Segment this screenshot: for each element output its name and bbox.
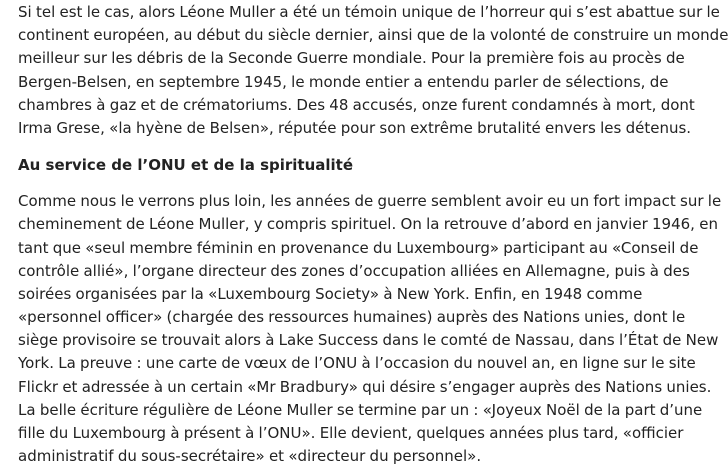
article-body (0, 1, 728, 474)
text-line: Irma Grese, «la hyène de Belsen», réputée pour son extrême brutalité envers les détenus. (18, 118, 692, 137)
text-line: meilleur sur les débris de la Seconde Guerre mondiale. Pour la première fois au procès de (18, 49, 685, 68)
text-line: Comme nous le verrons plus loin, les années de guerre semblent avoir eu un fort impact sur le (18, 192, 722, 211)
text-line: siège provisoire se trouvait alors à Lake Success dans le comté de Nassau, dans l’État de New (18, 331, 719, 350)
text-line: soirées organisées par la «Luxembourg Society» à New York. Enfin, en 1948 comme (18, 284, 643, 303)
text-line: Bergen-Belsen, en septembre 1945, le monde entier a entendu parler de sélections, de (18, 72, 669, 91)
text-line: contrôle allié», l’organe directeur des zones d’occupation alliées en Allemagne, puis à des (18, 261, 690, 280)
text-line: tant que «seul membre féminin en provenance du Luxembourg» participant au «Conseil de (18, 238, 699, 257)
text-line: La belle écriture régulière de Léone Muller se termine par un : «Joyeux Noël de la part d’une (18, 400, 703, 419)
paragraph-onu (18, 190, 722, 468)
text-line: «personnel officer» (chargée des ressources humaines) auprès des Nations unies, dont le (18, 308, 686, 327)
paragraph-intro (18, 1, 728, 140)
text-line: cheminement de Léone Muller, y compris spirituel. On la retrouve d’abord en janvier 1946, en (18, 215, 718, 234)
text-line: York. La preuve : une carte de vœux de l’ONU à l’occasion du nouvel an, en ligne sur le site (18, 354, 696, 373)
text-line: Flickr et adressée à un certain «Mr Bradbury» qui désire s’engager auprès des Nations unies. (18, 377, 712, 396)
section-heading: Au service de l’ONU et de la spiritualité (18, 156, 354, 175)
text-line: continent européen, au début du siècle dernier, ainsi que de la volonté de construire un monde (18, 26, 728, 45)
text-line: administratif du sous-secrétaire» et «directeur du personnel». (18, 447, 482, 466)
text-line: chambres à gaz et de crématoriums. Des 48 accusés, onze furent condamnés à mort, dont (18, 95, 695, 114)
text-line: fille du Luxembourg à présent à l’ONU». Elle devient, quelques années plus tard, «officier (18, 424, 684, 442)
text-line: Si tel est le cas, alors Léone Muller a été un témoin unique de l’horreur qui s’est abattue sur le (18, 3, 720, 21)
